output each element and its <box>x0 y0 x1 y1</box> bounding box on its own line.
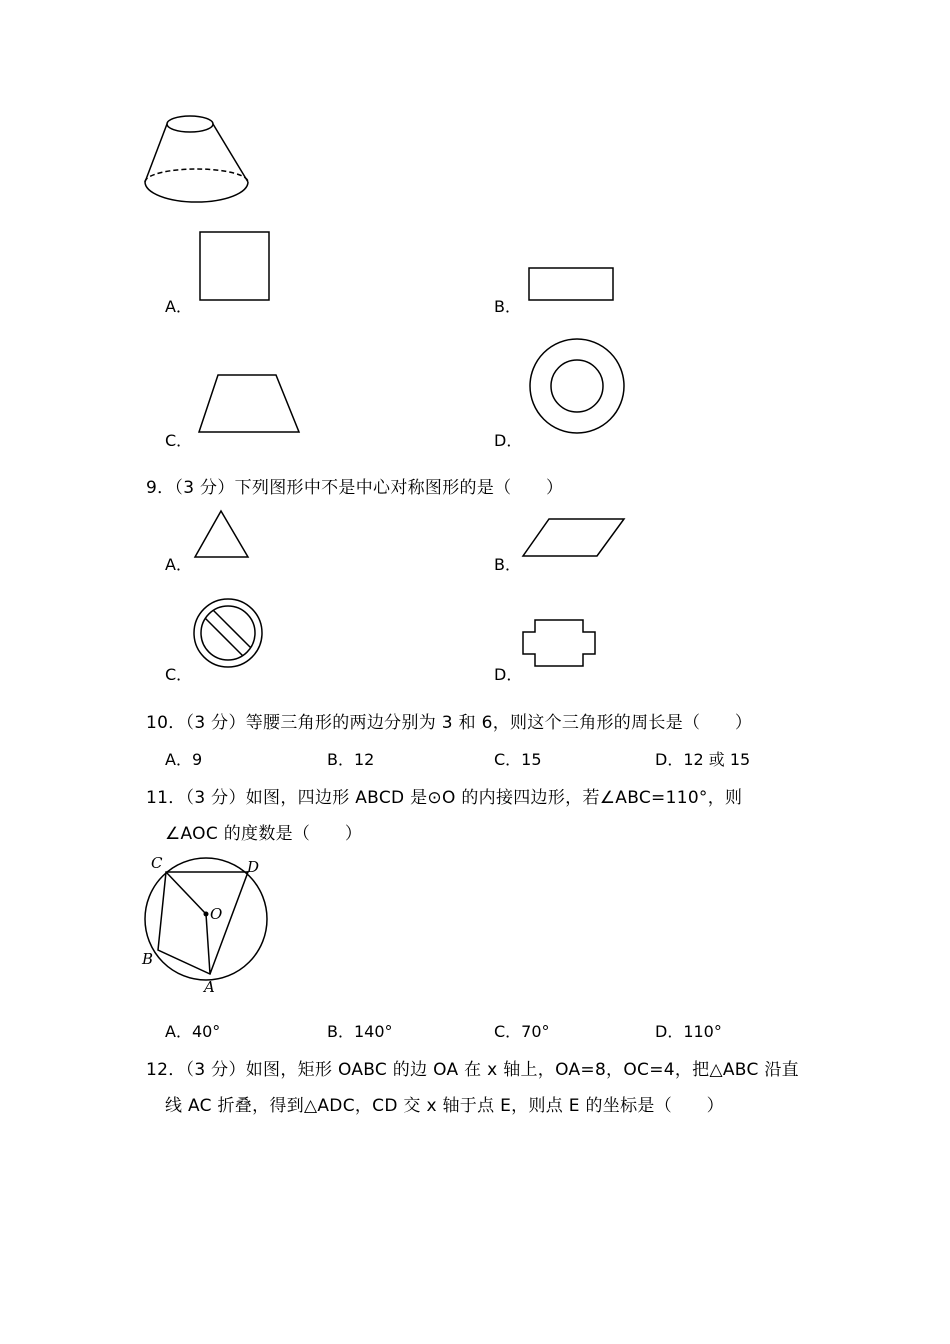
q10-option-c[interactable]: C．15 <box>494 750 542 769</box>
q8-option-a-label[interactable]: A． <box>165 297 192 316</box>
q9-option-d-label[interactable]: D． <box>494 665 523 684</box>
q11-option-d[interactable]: D．110° <box>655 1022 722 1041</box>
q9-option-c-label[interactable]: C． <box>165 665 193 684</box>
q11-option-c[interactable]: C．70° <box>494 1022 550 1041</box>
q12-stem-line2: 线 AC 折叠，得到△ADC，CD 交 x 轴于点 E，则点 E 的坐标是（ ） <box>165 1096 724 1116</box>
q9-option-d-cross-shape <box>522 619 598 669</box>
q9-option-a-triangle <box>194 510 250 560</box>
q10-option-a[interactable]: A．9 <box>165 750 203 769</box>
q11-option-b[interactable]: B．140° <box>327 1022 393 1041</box>
q11-stem-line2: ∠AOC 的度数是（ ） <box>165 824 363 844</box>
q11-stem-line1: 11．（3 分）如图，四边形 ABCD 是⊙O 的内接四边形，若∠ABC=110°，则 <box>146 788 743 808</box>
q8-option-a-square <box>199 231 271 301</box>
q9-option-c-no-sign <box>193 598 265 670</box>
q12-stem-line1: 12．（3 分）如图，矩形 OABC 的边 OA 在 x 轴上，OA=8，OC=4，把△ABC 沿直 <box>146 1060 799 1080</box>
q11-circle-figure <box>138 852 278 998</box>
q11-label-b: B <box>142 950 154 968</box>
q11-option-a[interactable]: A．40° <box>165 1022 221 1041</box>
q11-label-d: D <box>247 858 260 876</box>
q10-option-d[interactable]: D．12 或 15 <box>655 750 751 769</box>
q9-option-b-parallelogram <box>522 518 626 558</box>
q8-option-c-trapezoid <box>197 374 301 434</box>
q11-label-a: A <box>204 978 215 996</box>
q11-label-c: C <box>151 854 163 872</box>
q10-stem: 10．（3 分）等腰三角形的两边分别为 3 和 6，则这个三角形的周长是（ ） <box>146 713 753 733</box>
q9-stem: 9．（3 分）下列图形中不是中心对称图形的是（ ） <box>146 478 564 498</box>
q8-option-d-annulus <box>529 338 627 436</box>
q8-option-c-label[interactable]: C． <box>165 431 193 450</box>
q8-option-b-rectangle <box>528 267 614 301</box>
q8-option-d-label[interactable]: D． <box>494 431 523 450</box>
q10-option-b[interactable]: B．12 <box>327 750 375 769</box>
frustum-figure <box>140 112 255 207</box>
q8-option-b-label[interactable]: B． <box>494 297 521 316</box>
q9-option-a-label[interactable]: A． <box>165 555 192 574</box>
q11-label-o: O <box>210 905 223 923</box>
q9-option-b-label[interactable]: B． <box>494 555 521 574</box>
